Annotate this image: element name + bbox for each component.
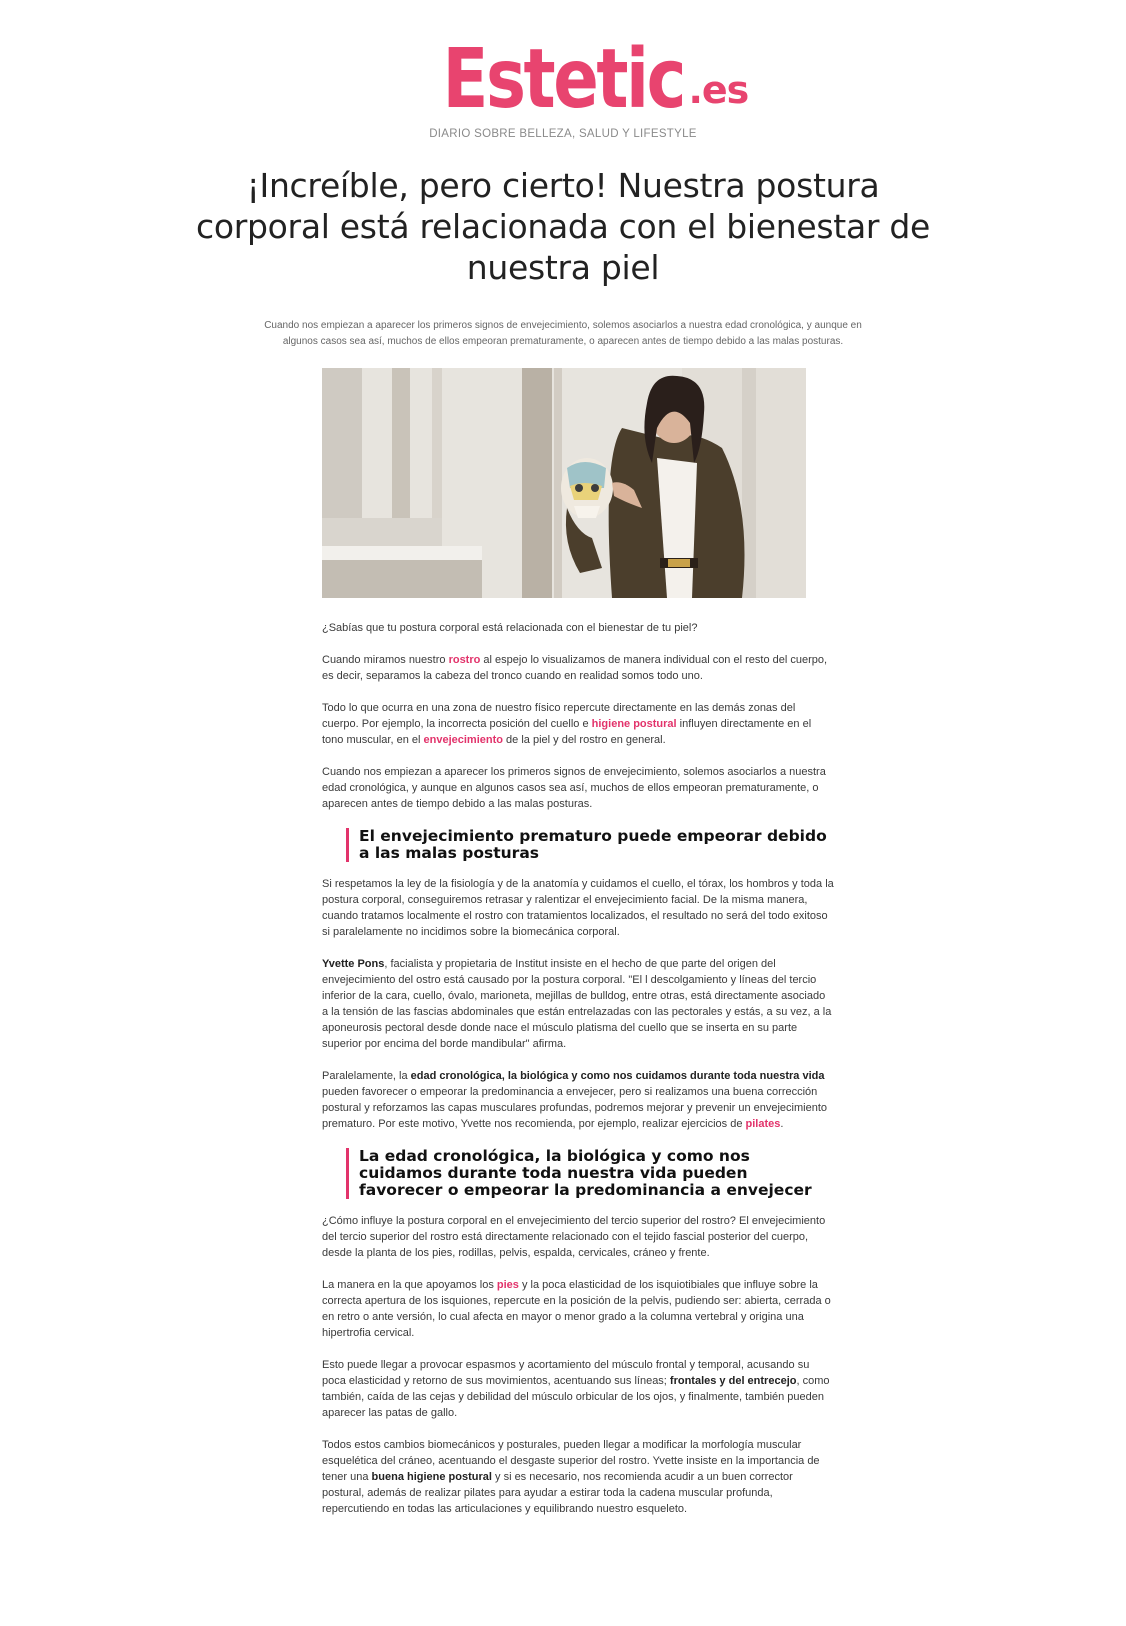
text: Paralelamente, la <box>322 1070 411 1082</box>
text: Todos estos cambios biomecánicos y posturales, pueden llegar a modificar la morfología muscular esquelética del cráneo, acentuando el desgaste superior del rostro. Yvette insiste en la importancia de tener una <box>322 1439 820 1483</box>
hero-photo-illustration <box>322 368 806 598</box>
text: de la piel y del rostro en general. <box>503 734 666 746</box>
paragraph-8: ¿Cómo influye la postura corporal en el envejecimiento del tercio superior del rostro? El envejecimiento del tercio superior del rostro está directamente relacionado con el tejido fascial posterior del cuerpo, desde la planta de los pies, rodillas, pelvis, espalda, cervicales, cráneo y frente. <box>322 1215 826 1259</box>
paragraph-2 <box>322 652 834 684</box>
article-body <box>322 620 834 1533</box>
bold-text: frontales y del entrecejo <box>669 1375 797 1387</box>
logo-wordmark: Estetic <box>442 32 684 127</box>
site-tagline: DIARIO SOBRE BELLEZA, SALUD Y LIFESTYLE <box>429 128 697 140</box>
text: influyen directamente en el tono muscular, en el <box>322 718 812 746</box>
text: Esto puede llegar a provocar espasmos y acortamiento del músculo frontal y temporal, acusando su poca elasticidad y retorno de sus movimientos, acentuando sus líneas; <box>322 1359 810 1387</box>
article-lead: Cuando nos empiezan a aparecer los primeros signos de envejecimiento, solemos asociarlos a nuestra edad cronológica, y aunque en algunos casos sea así, muchos de ellos empeoran prematuramente, o aparecen antes de tiempo debido a las malas posturas. <box>264 320 862 347</box>
bold-text: buena higiene postural <box>371 1471 492 1483</box>
paragraph-3 <box>322 700 834 748</box>
text: al espejo lo visualizamos de manera individual con el resto del cuerpo, es decir, separamos la cabeza del tronco cuando en realidad somos todo uno. <box>322 654 828 682</box>
text: La manera en la que apoyamos los <box>322 1279 497 1291</box>
link-higiene-postural[interactable]: higiene postural <box>591 718 677 730</box>
text: . <box>780 1118 784 1130</box>
paragraph-9 <box>322 1277 834 1341</box>
text: y la poca elasticidad de los isquiotibiales que influye sobre la correcta apertura de los isquiones, repercute en la posición de la pelvis, pudiendo ser: abierta, cerrada o en retro o ante versión, lo cual afecta en mayor o menor grado a la columna vertebral y origina una hipertrofia cervical. <box>322 1279 831 1339</box>
paragraph-4: Cuando nos empiezan a aparecer los primeros signos de envejecimiento, solemos asociarlos a nuestra edad cronológica, y aunque en algunos casos sea así, muchos de ellos empeoran prematuramente, o aparecen antes de tiempo debido a las malas posturas. <box>322 766 826 810</box>
link-pilates[interactable]: pilates <box>745 1118 781 1130</box>
paragraph-11 <box>322 1437 834 1517</box>
text: , como también, caída de las cejas y debilidad del músculo orbicular de los ojos, y finalmente, también pueden aparecer las patas de gallo. <box>322 1375 830 1419</box>
article-headline: ¡Increíble, pero cierto! Nuestra postura corporal está relacionada con el bienestar de nuestra piel <box>196 166 930 287</box>
paragraph-5: Si respetamos la ley de la fisiología y de la anatomía y cuidamos el cuello, el tórax, los hombros y toda la postura corporal, conseguiremos retrasar y ralentizar el envejecimiento facial. De la misma manera, cuando tratamos localmente el rostro con tratamientos localizados, el resultado no será del todo exitoso si paralelamente no incidimos sobre la biomecánica corporal. <box>322 878 834 938</box>
bold-text: edad cronológica, la biológica y como nos cuidamos durante toda nuestra vida <box>410 1070 825 1082</box>
paragraph-1: ¿Sabías que tu postura corporal está relacionada con el bienestar de tu piel? <box>322 622 698 634</box>
link-pies[interactable]: pies <box>496 1279 519 1291</box>
text: Cuando miramos nuestro <box>322 654 449 666</box>
text: y si es necesario, nos recomienda acudir a un buen corrector postural, además de realizar pilates para ayudar a estirar toda la cadena muscular profunda, repercutiendo en todas las articulaciones y equilibrando nuestro esqueleto. <box>322 1471 793 1515</box>
paragraph-7 <box>322 1068 834 1132</box>
hero-image <box>322 368 806 598</box>
link-envejecimiento[interactable]: envejecimiento <box>423 734 503 746</box>
subheading-1: El envejecimiento prematuro puede empeorar debido a las malas posturas <box>346 828 834 862</box>
paragraph-10 <box>322 1357 834 1421</box>
paragraph-6 <box>322 956 834 1052</box>
link-rostro[interactable]: rostro <box>448 654 481 666</box>
logo-suffix: .es <box>688 68 749 112</box>
subheading-2: La edad cronológica, la biológica y como nos cuidamos durante toda nuestra vida pueden favorecer o empeorar la predominancia a envejecer <box>346 1148 834 1199</box>
text: , facialista y propietaria de Institut insiste en el hecho de que parte del origen del envejecimiento del ostro está causado por la postura corporal. "El l descolgamiento y líneas del tercio inferior de la cara, cuello, óvalo, marioneta, mejillas de bulldog, entre otras, está directamente asociado a la tensión de las fascias abdominales que están entrelazadas con las pectorales y estás, a su vez, a la aponeurosis pectoral desde donde nace el músculo platisma del cuello que se inserta en su parte superior por encima del borde mandibular" afirma. <box>322 958 832 1050</box>
text: Todo lo que ocurra en una zona de nuestro físico repercute directamente en las demás zonas del cuerpo. Por ejemplo, la incorrecta posición del cuello e <box>322 702 796 730</box>
text: pueden favorecer o empeorar la predominancia a envejecer, pero si realizamos una buena corrección postural y reforzamos las capas musculares profundas, podremos mejorar y prevenir un envejecimiento prematuro. Por este motivo, Yvette nos recomienda, por ejemplo, realizar ejercicios de <box>322 1086 828 1130</box>
masthead <box>0 30 1126 140</box>
person-name: Yvette Pons <box>322 958 385 970</box>
site-logo[interactable] <box>416 30 749 130</box>
